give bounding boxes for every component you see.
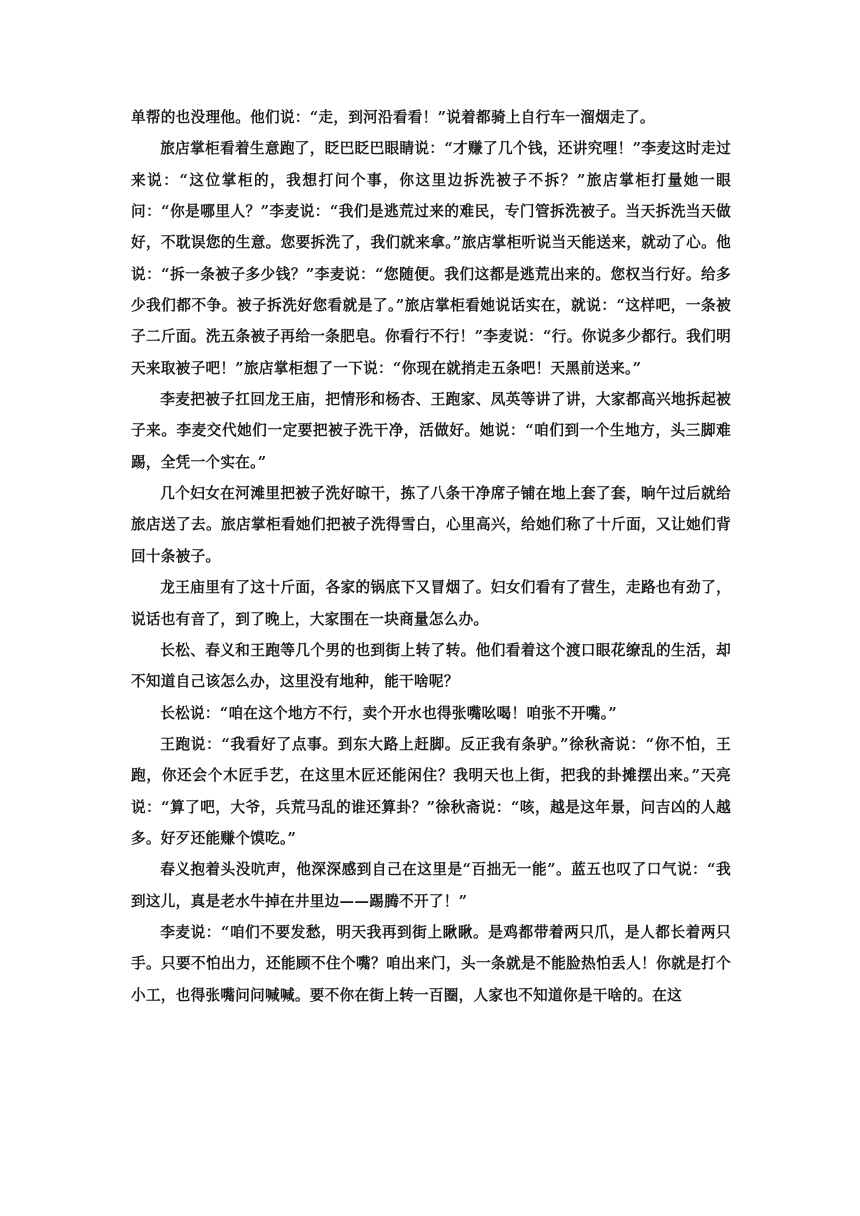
paragraph: 长松、春义和王跑等几个男的也到街上转了转。他们看着这个渡口眼花缭乱的生活，却不知道自己该怎么办，这里没有地种，能干啥呢？ [131, 641, 731, 691]
paragraph: 李麦把被子扛回龙王庙，把情形和杨杏、王跑家、凤英等讲了讲，大家都高兴地拆起被子来。李麦交代她们一定要把被子洗干净，活做好。她说：“咱们到一个生地方，头三脚难踢，全凭一个实在。” [131, 391, 731, 471]
paragraph: 春义抱着头没吭声，他深深感到自己在这里是“百拙无一能”。蓝五也叹了口气说：“我到这儿，真是老水牛掉在井里边——踢腾不开了！” [131, 861, 731, 910]
paragraph: 王跑说：“我看好了点事。到东大路上赶脚。反正我有条驴。”徐秋斋说：“你不怕，王跑，你还会个木匠手艺，在这里木匠还能闲住？我明天也上街，把我的卦摊摆出来。”天亮说：“算了吧，大爷，兵荒马乱的谁还算卦？”徐秋斋说：“咳，越是这年景，问吉凶的人越多。好歹还能赚个馍吃。” [131, 735, 731, 847]
paragraph: 旅店掌柜看着生意跑了，眨巴眨巴眼睛说：“才赚了几个钱，还讲究哩！”李麦这时走过来说：“这位掌柜的，我想打问个事，你这里边拆洗被子不拆？”旅店掌柜打量她一眼问：“你是哪里人？”李麦说：“我们是逃荒过来的难民，专门管拆洗被子。当天拆洗当天做好，不耽误您的生意。您要拆洗了，我们就来拿。”旅店掌柜听说当天能送来，就动了心。他说：“拆一条被子多少钱？”李麦说：“您随便。我们这都是逃荒出来的。您权当行好。给多少我们都不争。被子拆洗好您看就是了。”旅店掌柜看她说话实在，就说：“这样吧，一条被子二斤面。洗五条被子再给一条肥皂。你看行不行！”李麦说：“行。你说多少都行。我们明天来取被子吧！”旅店掌柜想了一下说：“你现在就捎走五条吧！天黑前送来。” [131, 140, 731, 377]
paragraph: 长松说：“咱在这个地方不行，卖个开水也得张嘴吆喝！咱张不开嘴。” [160, 704, 618, 722]
paragraph: 单帮的也没理他。他们说：“走，到河沿看看！”说着都骑上自行车一溜烟走了。 [131, 109, 655, 126]
paragraph: 几个妇女在河滩里把被子洗好晾干，拣了八条干净席子铺在地上套了套，晌午过后就给旅店送了去。旅店掌柜看她们把被子洗得雪白，心里高兴，给她们称了十斤面，又让她们背回十条被子。 [131, 485, 731, 565]
paragraph: 龙王庙里有了这十斤面，各家的锅底下又冒烟了。妇女们看有了营生，走路也有劲了，说话也有音了，到了晚上，大家围在一块商量怎么办。 [131, 579, 731, 628]
body-text [131, 102, 731, 1011]
paragraph: 李麦说：“咱们不要发愁，明天我再到街上瞅瞅。是鸡都带着两只爪，是人都长着两只手。只要不怕出力，还能顾不住个嘴？咱出来门，头一条就是不能脸热怕丢人！你就是打个小工，也得张嘴问问喊喊。要不你在街上转一百圈，人家也不知道你是干啥的。在这 [131, 923, 731, 1004]
